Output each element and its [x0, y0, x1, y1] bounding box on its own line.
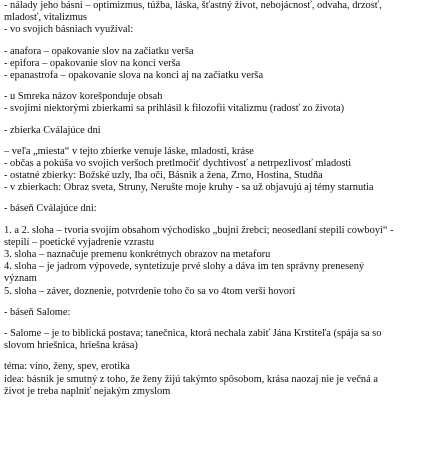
text-line: - zbierka Cválajúce dni: [4, 124, 101, 136]
text-line: - svojimi niektorými zbierkami sa prihlásil k filozofii vitalizmu (radosť zo života): [4, 103, 345, 115]
text-line: idea: básnik je smutný z toho, že ženy žijú takýmto spôsobom, krása naozaj nie je večná a: [4, 373, 378, 385]
text-line: slovom hriešnica, hriešna krása): [4, 340, 138, 352]
text-line: téma: víno, ženy, spev, erotika: [4, 361, 130, 373]
blank-line: [4, 216, 437, 225]
text-line: - nálady jeho básní – optimizmus, túžba, láska, šťastný život, nebojácnosť, odvaha, drzosť,: [4, 0, 382, 11]
blank-line: [4, 37, 437, 46]
text-line: - báseň Salome:: [4, 306, 71, 318]
blank-line: [4, 82, 437, 91]
blank-line: [4, 352, 437, 361]
text-line: - ostatné zbierky: Božské uzly, Iba oči, Básnik a žena, Zrno, Hostina, Studňa: [4, 170, 323, 182]
text-line: - u Smreka názov korešponduje obsah: [4, 91, 163, 103]
text-line: 1. a 2. sloha – tvoria svojím obsahom východisko „bujní žrebci; neosedlaní stepilí cowboyi“ -: [4, 224, 394, 236]
text-line: - v zbierkach: Obraz sveta, Struny, Nerušte moje kruhy - sa už objavujú aj témy starnutia: [4, 182, 374, 194]
text-line: - anafora – opakovanie slov na začiatku verša: [4, 45, 194, 57]
text-line: - občas a pokúša vo svojich veršoch pretlmočiť dychtivosť a netrpezlivosť mladosti: [4, 157, 352, 169]
text-line: - epanastrofa – opakovanie slova na konci aj na začiatku verša: [4, 69, 264, 81]
text-line: - Salome – je to biblická postava; tanečnica, ktorá nechala zabiť Jána Krstiteľa (spája sa so: [4, 327, 382, 339]
text-line: 3. sloha – naznačuje premenu konkrétnych obrazov na metaforu: [4, 249, 271, 260]
text-line: - epifora – opakovanie slov na konci verša: [4, 57, 181, 69]
text-line: - vo svojich básniach využíval:: [4, 24, 134, 36]
document-body: [4, 0, 437, 398]
text-line: stepilí – poetické vyjadrenie vzrastu: [4, 236, 155, 248]
blank-line: [4, 137, 437, 146]
blank-line: [4, 319, 437, 328]
text-line: - báseň Cválajúce dni:: [4, 203, 97, 215]
text-line: 4. sloha – je jadrom výpovede, syntetizuje prvé slohy a dáva im ten správny prenesený: [4, 261, 365, 273]
text-line: život je treba naplniť nejakým zmyslom: [4, 385, 171, 397]
text-line: význam: [4, 273, 37, 285]
text-line: – veľa „miesta“ v tejto zbierke venuje láske, mladosti, kráse: [4, 145, 254, 157]
text-line: mladosť, vitalizmus: [4, 12, 87, 24]
text-line: 5. sloha – záver, doznenie, potvrdenie toho čo sa vo 4tom verši hovorí: [4, 285, 296, 297]
blank-line: [4, 298, 437, 307]
blank-line: [4, 194, 437, 203]
blank-line: [4, 116, 437, 125]
